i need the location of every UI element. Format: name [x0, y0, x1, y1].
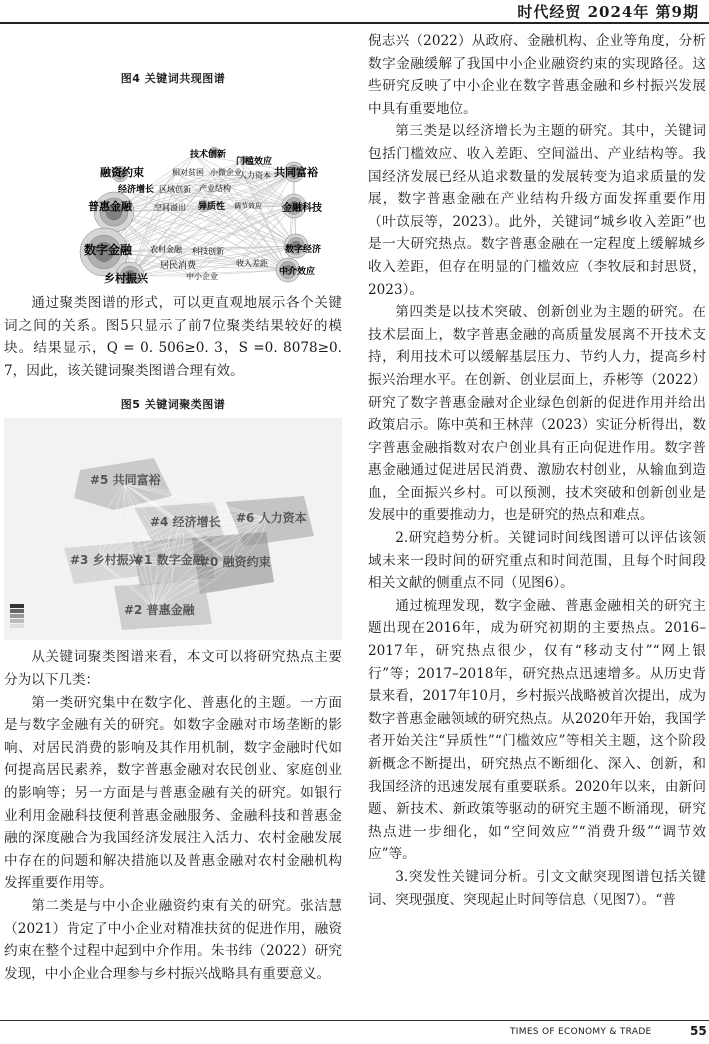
paragraph: 第一类研究集中在数字化、普惠化的主题。一方面是与数字金融有关的研究。如数字金融对市场垄断的影响、对居民消费的影响及其作用机制，数字金融时代如何提高居民素养，数字普惠金融对农民创业、家庭创业的影响等；另一方面是与普惠金融有关的研究。如银行业利用金融科技便利普惠金融服务、金融科技和普惠金融的深度融合为我国经济发展注入活力、农村金融发展中存在的问题和解决措施以及普惠金融对农村金融机构发挥重要作用等。 [4, 694, 342, 892]
f4-node-label: 中介效应 [279, 267, 316, 277]
figure4-caption: 图4 关键词共现图谱 [120, 72, 226, 85]
footer-journal-name: TIMES OF ECONOMY & TRADE [510, 1027, 652, 1037]
f4-node-label: 收入差距 [236, 259, 268, 268]
f4-node-label: 普惠金融 [88, 200, 132, 213]
f4-node-label: 相对贫困 [172, 168, 204, 177]
page-header [0, 0, 709, 22]
paragraph: 从关键词聚类图谱来看，本文可以将研究热点主要分为以下几类： [4, 649, 342, 688]
figure5-caption: 图5 关键词聚类图谱 [120, 398, 226, 412]
paragraph: 第四类是以技术突破、创新创业为主题的研究。在技术层面上，数字普惠金融的高质量发展离不开技术支持，利用技术可以缓解基层压力、节约人力，提高乡村振兴治理水平。在创新、创业层面上，乔彬等（2022）研究了数字普惠金融对企业绿色创新的促进作用并给出政策启示。陈中英和王林萍（2023）实证分析得出，数字普惠金融指数对农户创业具有正向促进作用。数字普惠金融通过促进居民消费、激励农村创业，从输血到造血，全面振兴乡村。可以预测，技术突破和创新创业是发展中的重要推动力，也是研究的热点和难点。 [368, 304, 706, 524]
paragraph: 通过聚类图谱的形式，可以更直观地展示各个关键词之间的关系。图5只显示了前7位聚类结果较好的模块。结果显示，Q = 0. 506≥0. 3，S =0. 8078≥0. 7，因此，该关键词聚类图谱合理有效。 [4, 295, 342, 379]
journal-header-title: 时代经贸 2024年 第9期 [517, 3, 699, 21]
f4-node-label: 经济增长 [118, 185, 155, 195]
f4-node-label: 共同富裕 [274, 166, 318, 179]
f4-node-label: 调节效应 [234, 202, 262, 210]
figure5-legend-bar [10, 604, 24, 628]
left-column [4, 30, 342, 985]
f4-node-label: 人力资本 [239, 171, 271, 180]
right-column [368, 30, 706, 911]
paragraph: 第三类是以经济增长为主题的研究。其中，关键词包括门槛效应、收入差距、空间溢出、产业结构等。我国经济发展已经从追求数量的发展转变为追求质量的发展，数字普惠金融在产业结构升级方面发挥重要作用（叶苡辰等，2023）。此外，关键词“城乡收入差距”也是一大研究热点。数字普惠金融在一定程度上缓解城乡收入差距，但存在明显的门槛效应（李牧辰和封思贤，2023）。 [368, 123, 706, 298]
figure5-svg [4, 418, 342, 640]
f4-node-label: 技术创新 [190, 150, 227, 160]
f4-node-label: 乡村振兴 [104, 272, 148, 284]
f4-node-label: 科技创新 [192, 247, 224, 256]
f4-node-label: 区域创新 [159, 185, 191, 194]
f4-node-label: 居民消费 [160, 261, 197, 271]
figure4-svg [4, 94, 342, 284]
figure5-cluster-map [4, 418, 342, 640]
figure4-cooccurrence-map [4, 94, 342, 284]
f4-node-label: 中小企业 [186, 272, 218, 281]
f5-cluster-label: #6 人力资本 [236, 511, 307, 526]
f4-node-label: 门槛效应 [236, 157, 273, 167]
paragraph: 倪志兴（2022）从政府、金融机构、企业等角度，分析数字金融缓解了我国中小企业融资约束的实现路径。这些研究反映了中小企业在数字普惠金融和乡村振兴发展中具有重要地位。 [368, 33, 706, 117]
paragraph: 通过梳理发现，数字金融、普惠金融相关的研究主题出现在2016年，成为研究初期的主要热点。2016–2017年，研究热点很少，仅有“移动支付”“网上银行”等；2017–2018年，研究热点迅速增多。从历史背景来看，2017年10月，乡村振兴战略被首次提出，成为数字普惠金融领域的研究热点。从2020年开始，我国学者开始关注“异质性”“门槛效应”等相关主题，这个阶段新概念不断提出，研究热点不断细化、深入、创新，和我国经济的迅速发展有重要联系。2020年以来，由新问题、新技术、新政策等驱动的研究主题不断涌现，研究热点进一步细化，如“空间效应”“消费升级”“调节效应”等。 [368, 597, 706, 863]
f5-cluster-label: #2 普惠金融 [124, 603, 195, 618]
paragraph: 2.研究趋势分析。关键词时间线图谱可以评估该领域未来一段时间的研究重点和时间范围，且每个时间段相关文献的侧重点不同（见图6）。 [368, 530, 706, 592]
paragraph: 3.突发性关键词分析。引文文献突现图谱包括关键词、突现强度、突现起止时间等信息（见图7）。“普 [368, 868, 706, 908]
f5-cluster-label: #5 共同富裕 [90, 473, 161, 488]
f5-cluster-label: #3 乡村振兴 [70, 553, 141, 568]
f4-node-label: 融资约束 [100, 166, 144, 179]
header-rule [0, 22, 709, 24]
f4-node-label: 数字经济 [285, 245, 322, 255]
f4-node-label: 小微企业 [210, 168, 242, 177]
f4-node-label: 金融科技 [282, 203, 322, 214]
f5-cluster-label: #0 融资约束 [200, 555, 271, 570]
f4-node-label: 数字金融 [84, 243, 133, 257]
footer-rule [0, 1020, 709, 1021]
f4-node-label: 农村金融 [150, 245, 182, 254]
f5-cluster-label: #4 经济增长 [150, 515, 221, 530]
f4-node-label: 异质性 [198, 202, 226, 212]
f5-cluster-label: #1 数字金融 [134, 553, 205, 568]
page-number: 55 [690, 1024, 707, 1038]
paragraph: 第二类是与中小企业融资约束有关的研究。张洁慧（2021）肯定了中小企业对精准扶贫的促进作用，融资约束在整个过程中起到中介作用。朱书纬（2022）研究发现，中小企业合理参与乡村振兴战略具有重要意义。 [4, 897, 342, 982]
f4-node-label: 产业结构 [199, 184, 231, 193]
f4-node-label: 空间溢出 [154, 203, 186, 212]
